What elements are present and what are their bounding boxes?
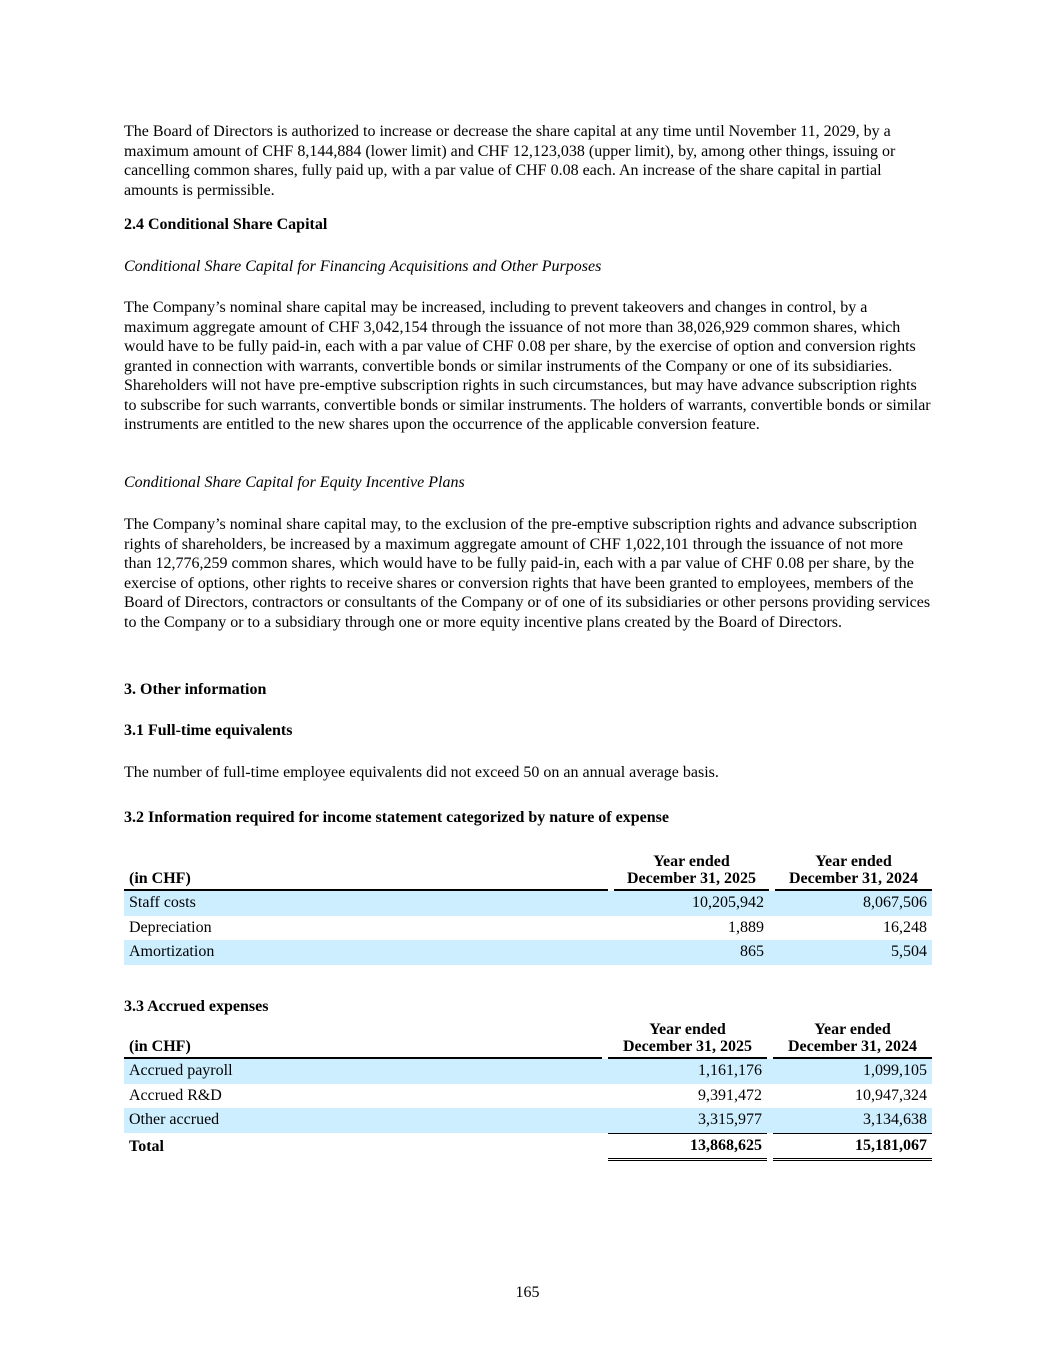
row-label: Accrued payroll (124, 1059, 602, 1084)
value-2024: 3,134,638 (773, 1108, 932, 1133)
column-header-2025: Year ended December 31, 2025 (608, 1021, 767, 1059)
page-number: 165 (515, 1284, 540, 1301)
table-header-row (124, 1021, 932, 1059)
value-2025: 1,889 (728, 918, 764, 936)
value-2024: 5,504 (775, 940, 932, 965)
equity-subheading: Conditional Share Capital for Equity Incentive Plans (124, 474, 465, 491)
row-label: Depreciation (129, 918, 212, 936)
column-header-label: (in CHF) (124, 853, 608, 891)
financing-subheading: Conditional Share Capital for Financing Acquisitions and Other Purposes (124, 258, 602, 275)
value-2024: 10,947,324 (855, 1086, 927, 1104)
row-label: Amortization (124, 940, 608, 965)
column-header-2024: Year ended December 31, 2024 (775, 853, 932, 891)
value-2024: 16,248 (883, 918, 927, 936)
column-header-2024: Year ended December 31, 2024 (773, 1021, 932, 1059)
section-3-3-heading: 3.3 Accrued expenses (124, 998, 269, 1015)
value-2025: 9,391,472 (698, 1086, 762, 1104)
total-2025: 13,868,625 (608, 1133, 767, 1162)
value-2025: 10,205,942 (614, 891, 769, 916)
expense-table (124, 853, 932, 965)
accrued-table (124, 1021, 932, 1161)
row-label: Accrued R&D (129, 1086, 222, 1104)
table-row (124, 1084, 932, 1109)
table-row (124, 940, 932, 965)
total-row (124, 1133, 932, 1162)
value-2025: 3,315,977 (608, 1108, 767, 1133)
value-2024: 8,067,506 (775, 891, 932, 916)
section-2-4-heading: 2.4 Conditional Share Capital (124, 216, 328, 233)
section-3-1-heading: 3.1 Full-time equivalents (124, 722, 293, 739)
equity-paragraph: The Company’s nominal share capital may, to the exclusion of the pre-emptive subscription rights and advance subscription rights of shareholders, be increased by a maximum aggregate amount of CHF 1,022,101 through the issuance of not more than 12,776,259 common shares, which would have to be fully paid-in, each with a par value of CHF 0.08 per share, by the exercise of options, other rights to receive shares or conversion rights that have been granted to employees, members of the Board of Directors, contractors or consultants of the Company or of one of its subsidiaries or other persons providing services to the Company or to a subsidiary through one or more equity incentive plans created by the Board of Directors. (124, 516, 931, 631)
table-row (124, 916, 932, 941)
section-3-heading: 3. Other information (124, 681, 267, 698)
value-2025: 865 (614, 940, 769, 965)
value-2024: 1,099,105 (773, 1059, 932, 1084)
table-row (124, 891, 932, 916)
total-label: Total (129, 1137, 164, 1155)
table-row (124, 1108, 932, 1133)
table-header-row (124, 853, 932, 891)
row-label: Staff costs (124, 891, 608, 916)
total-2024: 15,181,067 (773, 1133, 932, 1162)
column-header-2025: Year ended December 31, 2025 (614, 853, 769, 891)
table-row (124, 1059, 932, 1084)
financing-paragraph: The Company’s nominal share capital may be increased, including to prevent takeovers and changes in control, by a maximum aggregate amount of CHF 3,042,154 through the issuance of not more than 38,026,929 common shares, which would have to be fully paid-in, each with a par value of CHF 0.08 per share, by the exercise of option and conversion rights granted in connection with warrants, convertible bonds or similar instruments of the Company or one of its subsidiaries. Shareholders will not have pre-emptive subscription rights in such circumstances, but may have advance subscription rights to subscribe for such warrants, convertible bonds or similar instruments. The holders of warrants, convertible bonds or similar instruments are entitled to the new shares upon the occurrence of the applicable conversion feature. (124, 299, 931, 433)
intro-paragraph: The Board of Directors is authorized to increase or decrease the share capital at any time until November 11, 2029, by a maximum amount of CHF 8,144,884 (lower limit) and CHF 12,123,038 (upper limit), by, among other things, issuing or cancelling common shares, fully paid up, with a par value of CHF 0.08 each. An increase of the share capital in partial amounts is permissible. (124, 123, 896, 199)
row-label: Other accrued (124, 1108, 602, 1133)
fte-paragraph: The number of full-time employee equivalents did not exceed 50 on an annual average basis. (124, 764, 719, 781)
section-3-2-heading: 3.2 Information required for income statement categorized by nature of expense (124, 809, 669, 826)
value-2025: 1,161,176 (608, 1059, 767, 1084)
column-header-label: (in CHF) (124, 1021, 602, 1059)
